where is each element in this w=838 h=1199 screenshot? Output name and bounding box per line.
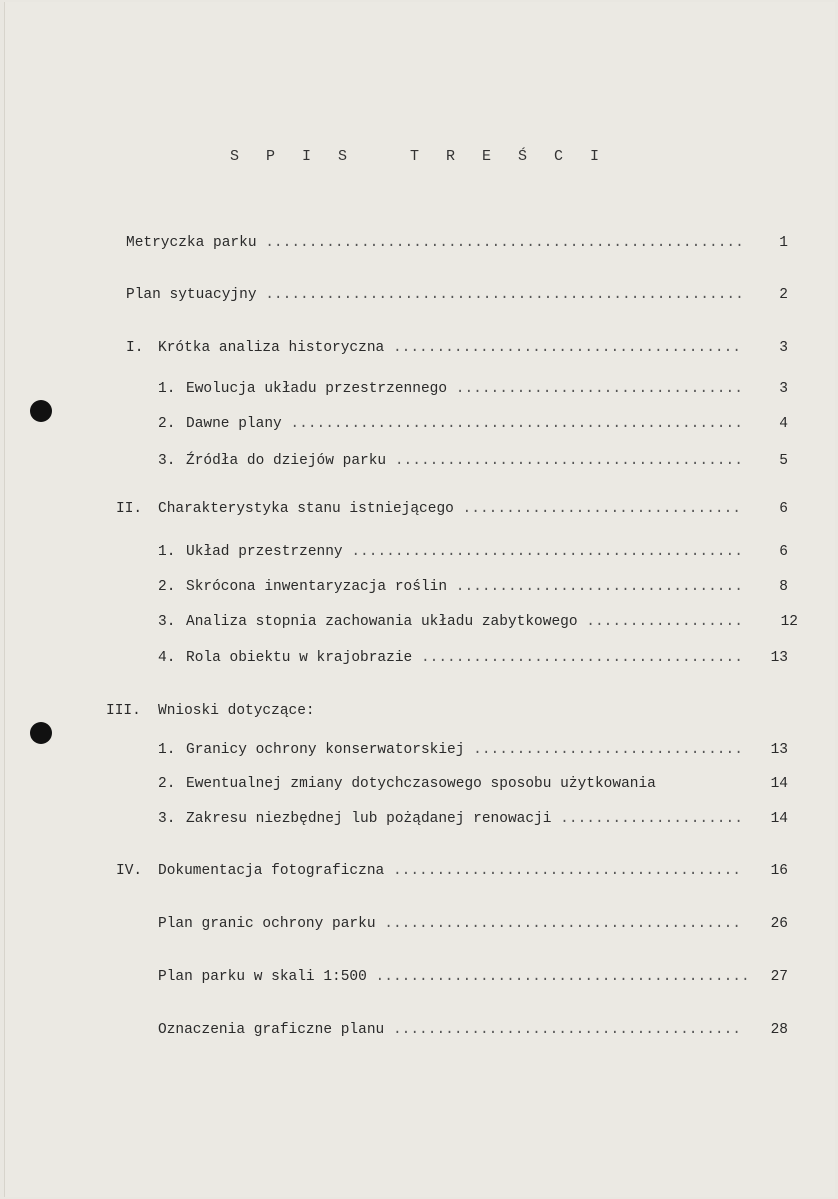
- toc-entry-number: 3.: [158, 811, 176, 827]
- punch-hole-lower: [30, 722, 52, 744]
- dot-leader: ........................................: [384, 1022, 742, 1038]
- dot-leader: .................................: [447, 579, 743, 595]
- toc-entry-title: Dokumentacja fotograficzna: [158, 863, 385, 879]
- toc-entry-number: 4.: [158, 650, 176, 666]
- dot-leader: .......................................................: [256, 235, 744, 251]
- toc-page-number: 14: [770, 811, 788, 827]
- document-page: [4, 2, 835, 1197]
- toc-entry: [158, 413, 743, 435]
- toc-entry: [158, 647, 743, 669]
- toc-entry: [158, 450, 743, 472]
- toc-entry: [116, 498, 741, 520]
- dot-leader: ..................: [577, 614, 743, 630]
- toc-entry: [126, 337, 741, 359]
- toc-entry: [106, 700, 315, 722]
- dot-leader: ........................................: [386, 453, 743, 469]
- toc-entry: [158, 773, 656, 795]
- toc-entry-title: Układ przestrzenny: [186, 544, 343, 560]
- toc-entry-number: 1.: [158, 742, 176, 758]
- toc-entry-title: Ewolucja układu przestrzennego: [186, 381, 448, 397]
- toc-entry: [158, 378, 743, 400]
- toc-entry: [158, 541, 743, 563]
- toc-entry-title: Plan parku w skali 1:500: [158, 969, 367, 985]
- toc-entry-number: 3.: [158, 614, 176, 630]
- toc-page-number: 13: [770, 650, 788, 666]
- toc-entry-number: III.: [106, 703, 141, 719]
- toc-entry-title: Granicy ochrony konserwatorskiej: [186, 742, 465, 758]
- toc-page-number: 5: [779, 453, 788, 469]
- toc-page-number: 16: [770, 863, 788, 879]
- toc-entry-title: Analiza stopnia zachowania układu zabytkowego: [186, 614, 578, 630]
- toc-page-number: 6: [779, 501, 788, 517]
- toc-entry: [158, 808, 743, 830]
- toc-entry-number: 2.: [158, 579, 176, 595]
- toc-entry-number: I.: [126, 340, 144, 356]
- dot-leader: ...............................: [464, 742, 743, 758]
- toc-page-number: 2: [779, 287, 788, 303]
- toc-entry-title: Skrócona inwentaryzacja roślin: [186, 579, 448, 595]
- toc-entry-number: IV.: [116, 863, 143, 879]
- toc-page-number: 28: [770, 1022, 788, 1038]
- toc-page-number: 26: [770, 916, 788, 932]
- toc-entry-title: Rola obiektu w krajobrazie: [186, 650, 413, 666]
- toc-page-number: 3: [779, 340, 788, 356]
- toc-entry-title: Dawne plany: [186, 416, 282, 432]
- toc-page-number: 6: [779, 544, 788, 560]
- toc-entry-title: Plan granic ochrony parku: [158, 916, 376, 932]
- toc-page-number: 4: [779, 416, 788, 432]
- toc-page-number: 8: [779, 579, 788, 595]
- toc-entry-number: II.: [116, 501, 143, 517]
- toc-entry-title: Krótka analiza historyczna: [158, 340, 385, 356]
- toc-entry-number: 3.: [158, 453, 176, 469]
- toc-entry: [158, 576, 743, 598]
- punch-hole-upper: [30, 400, 52, 422]
- toc-page-number: 14: [770, 776, 788, 792]
- dot-leader: ....................................................: [281, 416, 743, 432]
- dot-leader: ........................................: [384, 340, 742, 356]
- toc-entry: [116, 860, 741, 882]
- dot-leader: .......................................................: [256, 287, 744, 303]
- page-title: S P I S T R E Ś C I: [229, 148, 609, 165]
- toc-entry-number: 1.: [158, 544, 176, 560]
- toc-page-number: 13: [770, 742, 788, 758]
- toc-entry-title: Metryczka parku: [126, 235, 257, 251]
- toc-entry: [158, 913, 741, 935]
- toc-entry-title: Źródła do dziejów parku: [186, 453, 387, 469]
- toc-entry-title: Oznaczenia graficzne planu: [158, 1022, 385, 1038]
- toc-entry-title: Charakterystyka stanu istniejącego: [158, 501, 454, 517]
- toc-entry: [158, 966, 750, 988]
- toc-page-number: 3: [779, 381, 788, 397]
- toc-entry: [158, 1019, 741, 1041]
- toc-page-number: 27: [770, 969, 788, 985]
- dot-leader: .....................................: [412, 650, 743, 666]
- dot-leader: .............................................: [342, 544, 743, 560]
- toc-page-number: 12: [780, 614, 798, 630]
- dot-leader: ........................................: [384, 863, 742, 879]
- toc-page-number: 1: [779, 235, 788, 251]
- toc-entry-number: 2.: [158, 416, 176, 432]
- toc-entry-title: Ewentualnej zmiany dotychczasowego sposobu użytkowania: [186, 776, 656, 792]
- toc-entry: [158, 739, 743, 761]
- toc-entry: [126, 232, 744, 254]
- dot-leader: ...........................................: [366, 969, 750, 985]
- toc-entry: [126, 284, 744, 306]
- dot-leader: .................................: [447, 381, 743, 397]
- toc-entry-title: Wnioski dotyczące:: [158, 703, 315, 719]
- toc-entry-title: Plan sytuacyjny: [126, 287, 257, 303]
- toc-entry: [158, 611, 743, 633]
- toc-entry-title: Zakresu niezbędnej lub pożądanej renowacji: [186, 811, 552, 827]
- toc-entry-number: 1.: [158, 381, 176, 397]
- dot-leader: .....................: [551, 811, 743, 827]
- toc-entry-number: 2.: [158, 776, 176, 792]
- dot-leader: .........................................: [375, 916, 742, 932]
- dot-leader: ................................: [453, 501, 742, 517]
